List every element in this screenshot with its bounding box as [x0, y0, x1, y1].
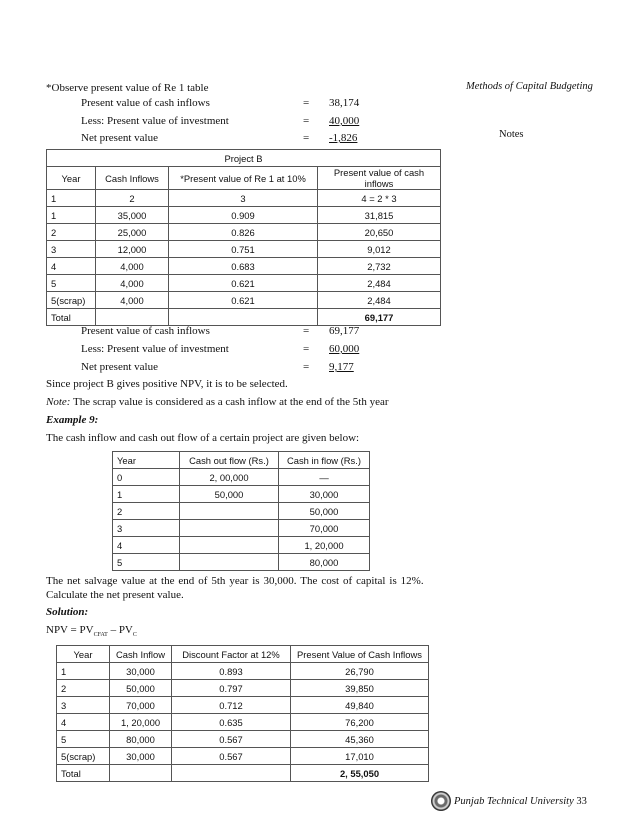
- table-cell: 1: [47, 207, 96, 224]
- total-label: Total: [57, 765, 110, 782]
- table-cell: 2,484: [318, 292, 441, 309]
- table-cell: 0.567: [172, 731, 291, 748]
- table-cell: 9,012: [318, 241, 441, 258]
- table-cell: 30,000: [110, 663, 172, 680]
- table-caption: Project B: [47, 150, 441, 167]
- summary-eq: =: [303, 325, 310, 337]
- solution-table: [56, 645, 429, 782]
- university-logo: [431, 791, 451, 811]
- table-row: [113, 554, 370, 571]
- table-cell: 80,000: [110, 731, 172, 748]
- table-row: [47, 258, 441, 275]
- total-value: 2, 55,050: [291, 765, 429, 782]
- table-cell: 0.826: [169, 224, 318, 241]
- table-cell: 0.621: [169, 292, 318, 309]
- total-row: [47, 309, 441, 326]
- table-row: [57, 663, 429, 680]
- table-cell: 4: [47, 258, 96, 275]
- table-cell: 12,000: [96, 241, 169, 258]
- project-b-table: [46, 149, 441, 326]
- table-row: [47, 275, 441, 292]
- table-cell: 2: [96, 190, 169, 207]
- intro-row-label: Net present value: [81, 132, 158, 144]
- intro-row-value: -1,826: [329, 132, 358, 144]
- npv-sub-c: C: [132, 632, 137, 639]
- column-header: Cash Inflows: [96, 167, 169, 190]
- example-text-line: The net salvage value at the end of 5th year is 30,000. The cost of capital is 12%.: [46, 575, 424, 587]
- table-cell: 1: [113, 486, 180, 503]
- npv-formula: [46, 624, 137, 638]
- table-cell: 5: [113, 554, 180, 571]
- table-cell: 0.621: [169, 275, 318, 292]
- table-cell: 2: [57, 680, 110, 697]
- table-cell: 50,000: [279, 503, 370, 520]
- running-header-title: Methods of Capital Budgeting: [466, 81, 593, 92]
- table-cell: 3: [47, 241, 96, 258]
- table-cell: 4,000: [96, 292, 169, 309]
- table-cell: 0.751: [169, 241, 318, 258]
- table-row: [113, 503, 370, 520]
- table-row: [47, 224, 441, 241]
- note-text: The scrap value is considered as a cash inflow at the end of the 5th year: [70, 396, 389, 408]
- table-cell: 30,000: [279, 486, 370, 503]
- table-cell: 0.567: [172, 748, 291, 765]
- table-cell: 0.712: [172, 697, 291, 714]
- table-cell: 80,000: [279, 554, 370, 571]
- footer-university: Punjab Technical University: [454, 796, 574, 807]
- observe-note: *Observe present value of Re 1 table: [46, 82, 209, 94]
- table-cell: 0.909: [169, 207, 318, 224]
- note-label: Note:: [46, 396, 71, 408]
- summary-label: Net present value: [81, 361, 158, 373]
- notes-label: Notes: [499, 129, 524, 140]
- table-cell: 2,484: [318, 275, 441, 292]
- table-cell: 45,360: [291, 731, 429, 748]
- column-header: Cash out flow (Rs.): [180, 452, 279, 469]
- table-cell: 2: [113, 503, 180, 520]
- table-cell: 5: [57, 731, 110, 748]
- table-cell: 17,010: [291, 748, 429, 765]
- summary-value: 69,177: [329, 325, 360, 337]
- table-cell: 1, 20,000: [110, 714, 172, 731]
- footer: [454, 796, 587, 807]
- column-header: Present value of cash inflows: [318, 167, 441, 190]
- table-row: [57, 714, 429, 731]
- summary-value: 60,000: [329, 343, 360, 355]
- table-cell: 4: [113, 537, 180, 554]
- intro-row-eq: =: [303, 115, 310, 127]
- summary-value: 9,177: [329, 361, 354, 373]
- table-row: [57, 731, 429, 748]
- table-cell: 4 = 2 * 3: [318, 190, 441, 207]
- table-cell: 31,815: [318, 207, 441, 224]
- total-label: Total: [47, 309, 96, 326]
- cash-flow-table: [112, 451, 370, 571]
- page-number: 33: [576, 796, 587, 807]
- table-cell: 4: [57, 714, 110, 731]
- table-row: [47, 241, 441, 258]
- table-cell: 2,732: [318, 258, 441, 275]
- table-cell: 30,000: [110, 748, 172, 765]
- summary-eq: =: [303, 361, 310, 373]
- column-header: Year: [57, 646, 110, 663]
- table-row: [47, 292, 441, 309]
- solution-title: Solution:: [46, 606, 89, 618]
- table-cell: 0.635: [172, 714, 291, 731]
- column-header: Year: [47, 167, 96, 190]
- table-row: [57, 697, 429, 714]
- column-header: Cash in flow (Rs.): [279, 452, 370, 469]
- column-header: Cash Inflow: [110, 646, 172, 663]
- table-cell: [180, 554, 279, 571]
- intro-row-label: Present value of cash inflows: [81, 97, 210, 109]
- table-row: [113, 520, 370, 537]
- summary-label: Less: Present value of investment: [81, 343, 229, 355]
- table-cell: 0.893: [172, 663, 291, 680]
- table-row: [113, 469, 370, 486]
- table-cell: 1: [47, 190, 96, 207]
- intro-row-eq: =: [303, 97, 310, 109]
- table-cell: [180, 520, 279, 537]
- example-title: Example 9:: [46, 414, 99, 426]
- intro-row-label: Less: Present value of investment: [81, 115, 229, 127]
- table-cell: 0.797: [172, 680, 291, 697]
- table-cell: 39,850: [291, 680, 429, 697]
- table-cell: 4,000: [96, 275, 169, 292]
- table-cell: 0: [113, 469, 180, 486]
- npv-formula-mid: – PV: [107, 624, 133, 636]
- table-cell: 3: [57, 697, 110, 714]
- table-cell: 20,650: [318, 224, 441, 241]
- note-paragraph: [46, 396, 389, 408]
- table-cell: 3: [113, 520, 180, 537]
- table-cell: 1: [57, 663, 110, 680]
- table-cell: 2, 00,000: [180, 469, 279, 486]
- example-intro: The cash inflow and cash out flow of a certain project are given below:: [46, 432, 360, 444]
- table-cell: [180, 537, 279, 554]
- table-cell: 0.683: [169, 258, 318, 275]
- npv-formula-prefix: NPV = PV: [46, 624, 94, 636]
- intro-row-eq: =: [303, 132, 310, 144]
- table-cell: 70,000: [279, 520, 370, 537]
- table-row: [57, 680, 429, 697]
- npv-sub-cfat: CFAT: [93, 632, 108, 639]
- table-cell: 5(scrap): [57, 748, 110, 765]
- intro-row-value: 38,174: [329, 97, 360, 109]
- column-header: Discount Factor at 12%: [172, 646, 291, 663]
- table-cell: 4,000: [96, 258, 169, 275]
- table-cell: 2: [47, 224, 96, 241]
- table-cell: 49,840: [291, 697, 429, 714]
- example-text-line: Calculate the net present value.: [46, 589, 184, 601]
- table-cell: 50,000: [110, 680, 172, 697]
- table-cell: 26,790: [291, 663, 429, 680]
- table-cell: 1, 20,000: [279, 537, 370, 554]
- summary-eq: =: [303, 343, 310, 355]
- table-row: [113, 486, 370, 503]
- total-value: 69,177: [318, 309, 441, 326]
- column-header: *Present value of Re 1 at 10%: [169, 167, 318, 190]
- intro-row-value: 40,000: [329, 115, 360, 127]
- table-cell: [180, 503, 279, 520]
- table-cell: 25,000: [96, 224, 169, 241]
- table-cell: 3: [169, 190, 318, 207]
- table-cell: 50,000: [180, 486, 279, 503]
- column-header: Present Value of Cash Inflows: [291, 646, 429, 663]
- table-row: [57, 748, 429, 765]
- table-cell: 76,200: [291, 714, 429, 731]
- table-cell: —: [279, 469, 370, 486]
- table-cell: 70,000: [110, 697, 172, 714]
- table-row: [113, 537, 370, 554]
- table-cell: 5(scrap): [47, 292, 96, 309]
- column-header: Year: [113, 452, 180, 469]
- table-cell: 35,000: [96, 207, 169, 224]
- conclusion-text: Since project B gives positive NPV, it is to be selected.: [46, 378, 288, 390]
- total-row: [57, 765, 429, 782]
- table-cell: 5: [47, 275, 96, 292]
- summary-label: Present value of cash inflows: [81, 325, 210, 337]
- table-row: [47, 207, 441, 224]
